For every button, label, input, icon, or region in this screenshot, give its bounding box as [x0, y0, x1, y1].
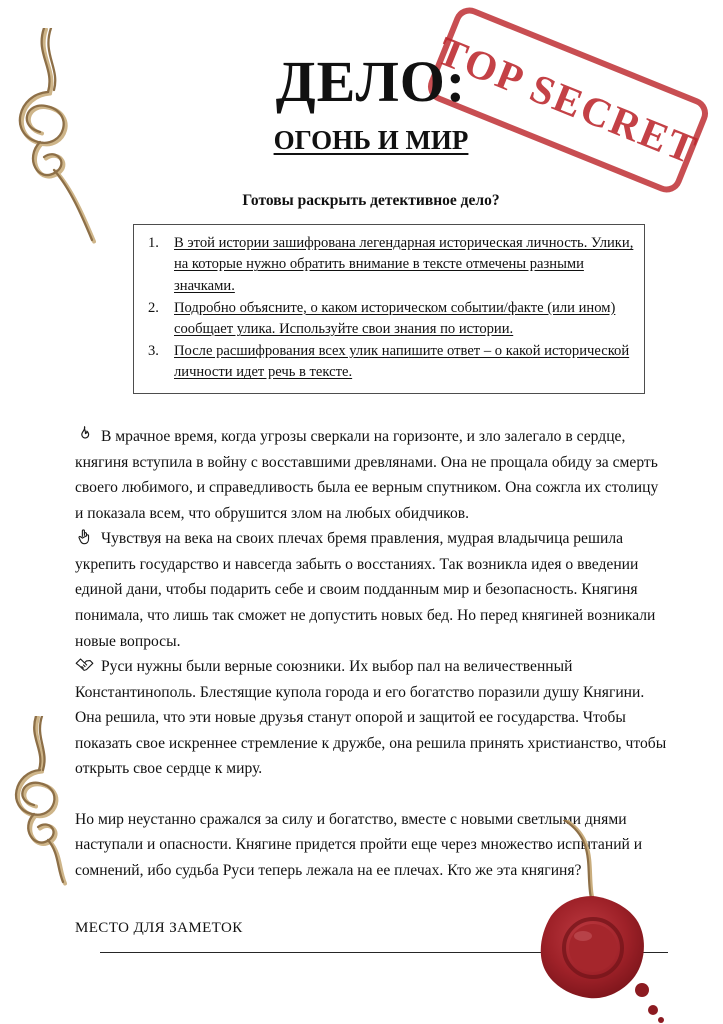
flame-icon	[75, 425, 94, 444]
instruction-text: Подробно объясните, о каком историческом событии/факте (или ином) сообщает улика. Используйте свои знания по истории.	[174, 299, 616, 338]
story-paragraph-text: Но мир неустанно сражался за силу и богатство, вместе с новыми светлыми днями наступали и опасности. Княгине придется пройти еще через множество испытаний и сомнений, ибо судьба Руси теперь лежала на ее плечах. Кто же эта княгиня?	[75, 810, 643, 880]
wax-seal-icon	[520, 820, 723, 1024]
story-paragraph	[75, 424, 667, 526]
instruction-number: 3.	[148, 342, 159, 359]
case-subtitle: ОГОНЬ И МИР	[273, 124, 469, 155]
story-paragraph-text: В мрачное время, когда угрозы сверкали на горизонте, и зло залегало в сердце, княгиня вступила в войну с восставшими древлянами. Она не прощала обиду за смерть своего любимого, и справедливость была ее верным спутником. Она сожгла их столицу и показала всем, что обрушится злом на любых обидчиков.	[75, 428, 659, 522]
instruction-number: 1.	[148, 234, 159, 251]
document-content	[75, 49, 667, 937]
case-title: ДЕЛО:	[275, 49, 467, 114]
top-secret-stamp-text: TOP SECRET	[431, 27, 705, 173]
instruction-item	[142, 298, 634, 341]
handshake-icon	[75, 655, 94, 674]
intro-question: Готовы раскрыть детективное дело?	[242, 191, 500, 209]
hand-icon	[75, 527, 94, 546]
instruction-item	[142, 233, 634, 298]
instructions-box	[133, 224, 645, 394]
story-paragraph-text: Чувствуя на века на своих плечах бремя правления, мудрая владычица решила укрепить государство и навсегда забыть о восстаниях. Так возникла идея о введении единой дани, чтобы подарить себе и своим подданным мир и безопасность. Княгиня понимала, что лишь так сможет не допустить новых бед. Но перед княгиней возникали новые вопросы.	[75, 530, 656, 650]
notes-label: МЕСТО ДЛЯ ЗАМЕТОК	[75, 919, 243, 936]
twine-knot-bottom-left-decoration	[4, 716, 124, 896]
instruction-number: 2.	[148, 299, 159, 316]
story-paragraph	[75, 654, 667, 782]
instruction-text: В этой истории зашифрована легендарная историческая личность. Улики, на которые нужно обратить внимание в тексте отмечены разными значками.	[174, 234, 634, 295]
story-section	[75, 424, 667, 884]
story-paragraph-text: Руси нужны были верные союзники. Их выбор пал на величественный Константинополь. Блестящие купола города и его богатство поразили душу Княгини. Она решила, что эти новые друзья станут опорой и защитой ее государства. Чтобы показать свое искреннее стремление к дружбе, она решила принять христианство, чтобы открыть свое сердце к миру.	[75, 658, 667, 778]
story-paragraph	[75, 526, 667, 654]
instruction-text: После расшифрования всех улик напишите ответ – о какой исторической личности идет речь в тексте.	[174, 342, 630, 381]
instruction-item	[142, 341, 634, 384]
